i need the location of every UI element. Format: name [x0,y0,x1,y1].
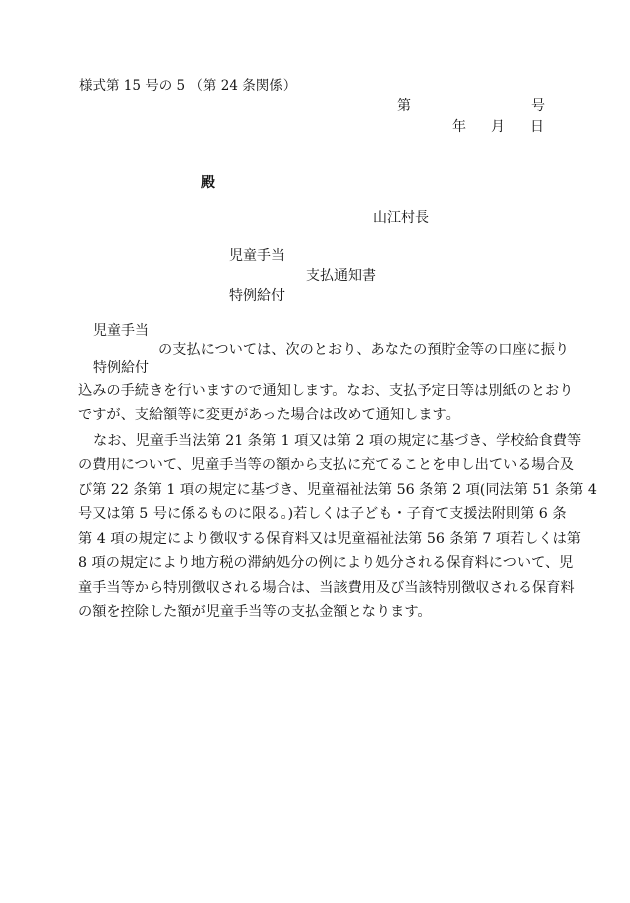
form-label: 様式第 15 号の 5 （第 24 条関係） [79,78,297,94]
body-paragraph-2-line-1: なお、児童手当法第 21 条第 1 項又は第 2 項の規定に基づき、学校給食費等 [93,433,582,449]
body-paragraph-2-line-4: 号又は第 5 号に係るものに限る。)若しくは子ども・子育て支援法附則第 6 条 [78,506,567,522]
date-month: 月 [491,119,505,135]
body-paragraph-2-line-3: び第 22 条第 1 項の規定に基づき、児童福祉法第 56 条第 2 項(同法第 51 条第 4 [78,482,597,498]
document-number-prefix: 第 [397,98,411,114]
date-day: 日 [530,119,544,135]
body-paragraph-2-line-6: 8 項の規定により地方税の滞納処分の例により処分される保育料について、児 [78,555,574,571]
title-notice: 支払通知書 [306,268,376,284]
body-paragraph-2-line-8: の額を控除した額が児童手当等の支払金額となります。 [78,604,432,620]
body-stacked-bottom: 特例給付 [93,360,149,376]
body-paragraph-2-line-5: 第 4 項の規定により徴収する保育料又は児童福祉法第 56 条第 7 項若しくは第 [78,531,581,547]
body-paragraph-1-line-1: の支払については、次のとおり、あなたの預貯金等の口座に振り [158,342,570,358]
title-special-benefit: 特例給付 [229,288,285,304]
body-paragraph-2-line-7: 童手当等から特別徴収される場合は、当該費用及び当該特別徴収される保育料 [78,580,575,596]
body-paragraph-1-line-3: ですが、支給額等に変更があった場合は改めて通知します。 [78,407,460,423]
addressee-honorific: 殿 [201,175,215,191]
body-paragraph-1-line-2: 込みの手続きを行いますので通知します。なお、支払予定日等は別紙のとおり [78,383,574,399]
date-year: 年 [452,119,466,135]
document-number-suffix: 号 [531,98,545,114]
body-paragraph-2-line-2: の費用について、児童手当等の額から支払に充てることを申し出ている場合及 [78,457,574,473]
body-stacked-top: 児童手当 [93,323,149,339]
title-child-allowance: 児童手当 [229,248,285,264]
issuer-name: 山江村長 [373,210,429,226]
